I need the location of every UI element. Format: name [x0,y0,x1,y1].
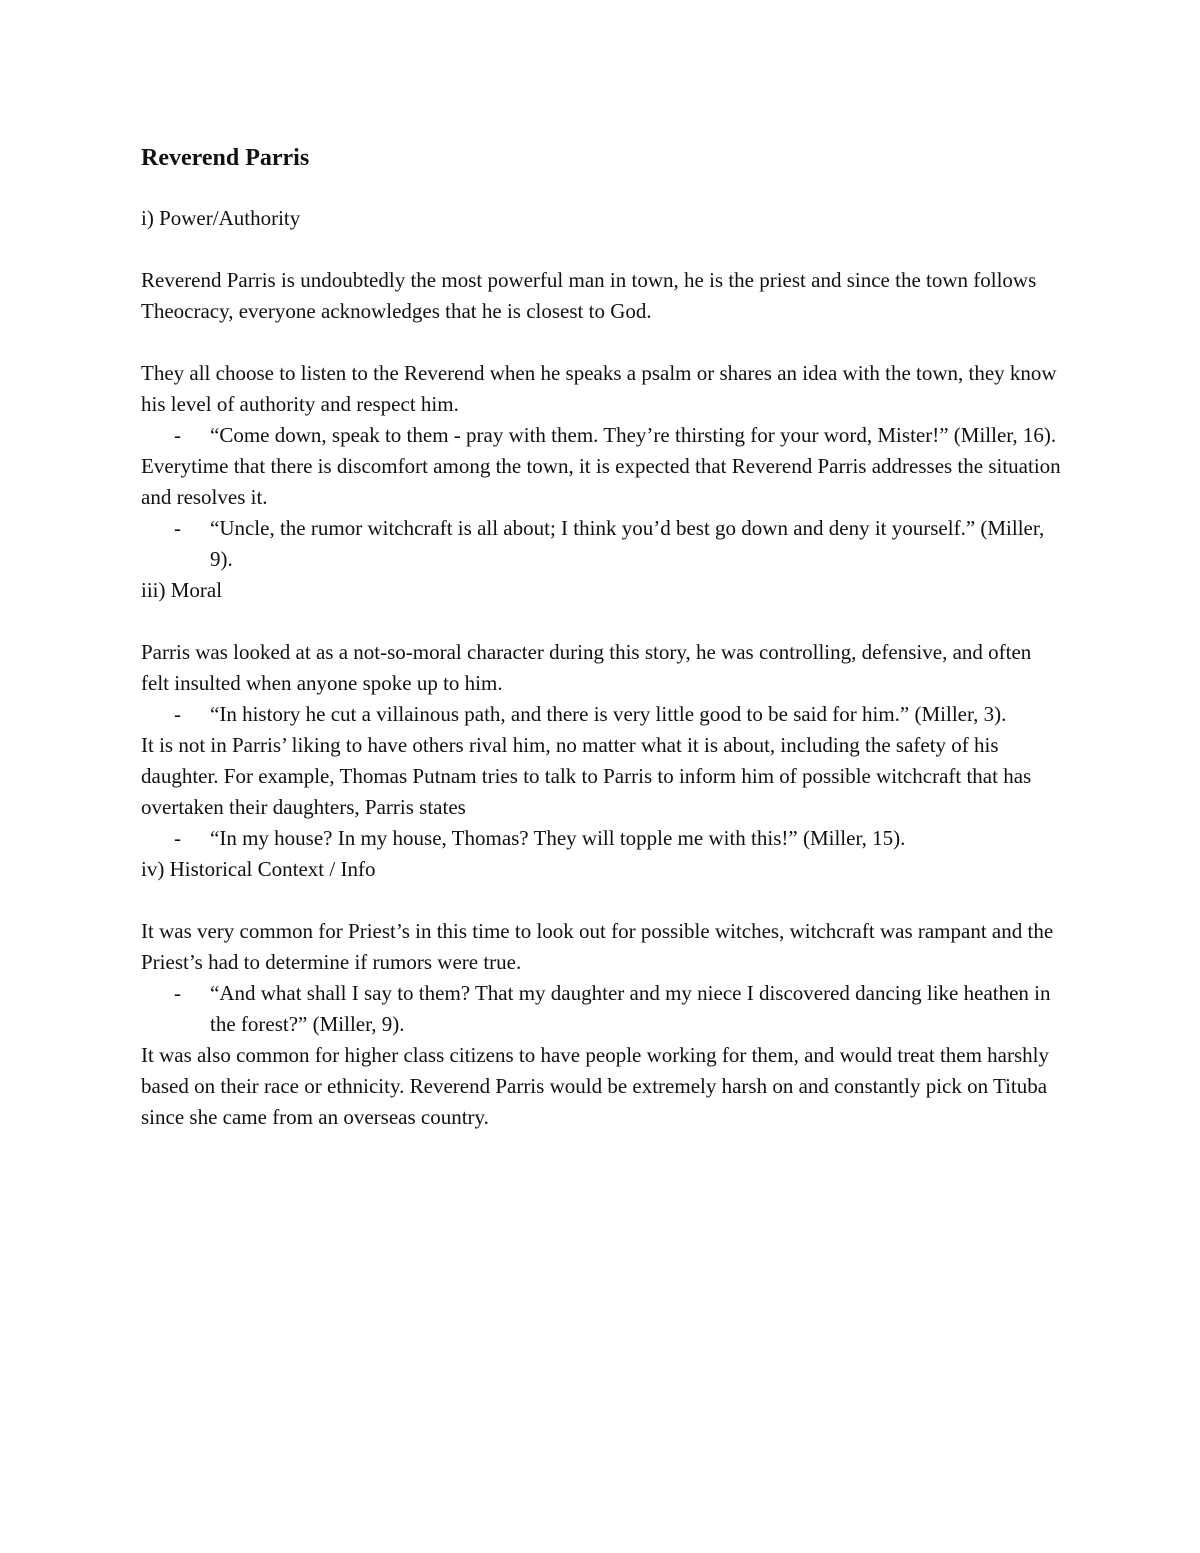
paragraph: Reverend Parris is undoubtedly the most powerful man in town, he is the priest and since the town follows Theocracy, everyone acknowledges that he is closest to God. [141,268,1037,323]
section-heading-moral: iii) Moral [141,578,223,602]
document-page [141,140,1061,1133]
dash-bullet-icon: - [174,702,181,726]
section-heading-power-authority: i) Power/Authority [141,206,301,230]
paragraph: It was also common for higher class citizens to have people working for them, and would treat them harshly based on their race or ethnicity. Reverend Parris would be extremely harsh on and constantly pick on Tituba since she came from an overseas country. [141,1043,1050,1129]
paragraph: Parris was looked at as a not-so-moral character during this story, he was controlling, defensive, and often felt insulted when anyone spoke up to him. [141,640,1032,695]
paragraph: It was very common for Priest’s in this time to look out for possible witches, witchcraft was rampant and the Priest’s had to determine if rumors were true. [141,919,1054,974]
quote-list [141,699,1061,730]
quote-text: “In history he cut a villainous path, and there is very little good to be said for him.” (Miller, 3). [210,702,1007,726]
quote-item [141,823,1061,854]
quote-item [141,699,1061,730]
quote-item [141,513,1061,575]
paragraph: Everytime that there is discomfort among the town, it is expected that Reverend Parris addresses the situation and resolves it. [141,454,1061,509]
quote-text: “And what shall I say to them? That my daughter and my niece I discovered dancing like heathen in the forest?” (Miller, 9). [210,981,1051,1036]
quote-item [141,420,1061,451]
dash-bullet-icon: - [174,826,181,850]
dash-bullet-icon: - [174,516,181,540]
quote-text: “In my house? In my house, Thomas? They will topple me with this!” (Miller, 15). [210,826,906,850]
quote-list [141,513,1061,575]
quote-item [141,978,1061,1040]
quote-text: “Come down, speak to them - pray with them. They’re thirsting for your word, Mister!” (Miller, 16). [210,423,1057,447]
quote-list [141,420,1061,451]
quote-list [141,823,1061,854]
quote-list [141,978,1061,1040]
quote-text: “Uncle, the rumor witchcraft is all about; I think you’d best go down and deny it yourself.” (Miller, 9). [210,516,1045,571]
dash-bullet-icon: - [174,981,181,1005]
section-heading-historical-context: iv) Historical Context / Info [141,857,376,881]
dash-bullet-icon: - [174,423,181,447]
document-title: Reverend Parris [141,145,310,171]
paragraph: They all choose to listen to the Reverend when he speaks a psalm or shares an idea with the town, they know his level of authority and respect him. [141,361,1057,416]
paragraph: It is not in Parris’ liking to have others rival him, no matter what it is about, including the safety of his daughter. For example, Thomas Putnam tries to talk to Parris to inform him of possible witchcraft that has overtaken their daughters, Parris states [141,733,1032,819]
